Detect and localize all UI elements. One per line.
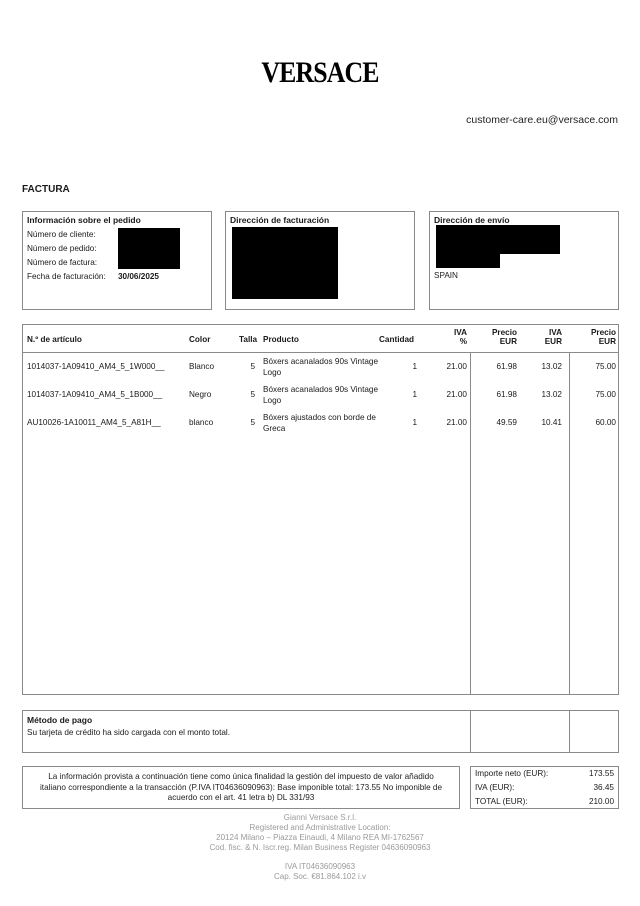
row-vat: 13.02 <box>541 390 562 399</box>
shipping-title: Dirección de envío <box>434 215 510 225</box>
net-amount-label: Importe neto (EUR): <box>475 769 549 778</box>
totals-box <box>470 766 619 809</box>
document-title: FACTURA <box>22 184 70 195</box>
order-info-title: Información sobre el pedido <box>27 215 141 225</box>
col-header-size: Talla <box>239 335 258 344</box>
row-vat: 10.41 <box>541 418 562 427</box>
redacted-billing-address <box>232 227 338 299</box>
order-info-box <box>22 211 212 310</box>
disclaimer-line1: La información provista a continuación tiene como única finalidad la gestión del impuesto de valor añadido <box>48 772 434 781</box>
vat-amount-label: IVA (EUR): <box>475 783 515 792</box>
row-vat-pct: 21.00 <box>446 362 467 371</box>
row-product-line2: Logo <box>263 368 282 377</box>
col-header-price-line2: EUR <box>499 337 517 346</box>
column-divider-1 <box>470 352 471 694</box>
row-total: 75.00 <box>595 390 616 399</box>
col-header-product: Producto <box>263 335 299 344</box>
footer-register: Cod. fisc. & N. Iscr.reg. Milan Business Register 04636090963 <box>209 843 431 852</box>
row-color: Blanco <box>189 362 215 371</box>
billing-title: Dirección de facturación <box>230 215 330 225</box>
footer-location-title: Registered and Administrative Location: <box>249 823 391 832</box>
disclaimer-line2: italiano correspondiente a la transacción (P.IVA IT04636090963): Base imponible total: 173.55 No imponible de <box>39 782 443 792</box>
redacted-shipping-address-1 <box>436 225 560 254</box>
row-product <box>263 356 389 378</box>
customer-number-label: Número de cliente: <box>27 230 96 239</box>
col-header-vat-line2: EUR <box>544 337 562 346</box>
row-product <box>263 412 389 434</box>
col-header-vat-pct <box>433 328 467 346</box>
row-article: AU10026-1A10011_AM4_5_A81H__ <box>27 418 161 427</box>
shipping-country: SPAIN <box>434 271 458 280</box>
row-vat: 13.02 <box>541 362 562 371</box>
payment-divider-2 <box>569 711 570 752</box>
row-product-line2: Logo <box>263 396 282 405</box>
row-product <box>263 384 389 406</box>
footer-vat-number: IVA IT04636090963 <box>284 862 356 871</box>
footer-company: Gianni Versace S.r.l. <box>283 813 357 822</box>
col-header-price-line1: Precio <box>491 328 517 337</box>
column-divider-2 <box>569 352 570 694</box>
contact-email[interactable]: customer-care.eu@versace.com <box>466 114 618 126</box>
row-qty: 1 <box>412 390 417 399</box>
row-article: 1014037-1A09410_AM4_5_1B000__ <box>27 390 163 399</box>
col-header-price <box>473 328 517 346</box>
col-header-vat-pct-line2: % <box>459 337 467 346</box>
payment-divider-1 <box>470 711 471 752</box>
row-size: 5 <box>250 362 255 371</box>
total-amount-label: TOTAL (EUR): <box>475 797 528 806</box>
col-header-color: Color <box>189 335 211 344</box>
row-price: 49.59 <box>496 418 517 427</box>
redacted-shipping-address-2 <box>436 252 500 268</box>
row-color: Negro <box>189 390 212 399</box>
row-vat-pct: 21.00 <box>446 390 467 399</box>
payment-method-box <box>22 710 619 753</box>
items-table <box>22 324 619 695</box>
col-header-vat-pct-line1: IVA <box>453 328 467 337</box>
payment-title: Método de pago <box>27 715 93 725</box>
vat-amount-value: 36.45 <box>593 783 614 792</box>
header-divider <box>23 352 618 353</box>
row-size: 5 <box>250 390 255 399</box>
brand-logo: VERSACE <box>261 56 379 89</box>
row-vat-pct: 21.00 <box>446 418 467 427</box>
row-price: 61.98 <box>496 362 517 371</box>
order-number-label: Número de pedido: <box>27 244 97 253</box>
row-total: 60.00 <box>595 418 616 427</box>
billing-address-box <box>225 211 415 310</box>
disclaimer-line3: acuerdo con el art. 41 letra b) DL 331/93 <box>167 793 315 802</box>
invoice-date-label: Fecha de facturación: <box>27 272 106 281</box>
vat-disclaimer-box <box>22 766 460 809</box>
row-qty: 1 <box>412 418 417 427</box>
row-product-line1: Bóxers acanalados 90s Vintage <box>263 357 379 366</box>
col-header-total-line2: EUR <box>598 337 616 346</box>
row-product-line2: Greca <box>263 424 286 433</box>
col-header-total <box>571 328 616 346</box>
shipping-address-box <box>429 211 619 310</box>
col-header-vat-line1: IVA <box>548 328 562 337</box>
col-header-qty: Cantidad <box>379 335 415 344</box>
row-product-line1: Bóxers acanalados 90s Vintage <box>263 385 379 394</box>
vat-disclaimer-text <box>23 772 459 804</box>
invoice-number-label: Número de factura: <box>27 258 98 267</box>
invoice-date-value: 30/06/2025 <box>118 272 159 281</box>
row-product-line1: Bóxers ajustados con borde de <box>263 413 376 422</box>
col-header-article: N.º de artículo <box>27 335 82 344</box>
row-article: 1014037-1A09410_AM4_5_1W000__ <box>27 362 165 371</box>
row-size: 5 <box>250 418 255 427</box>
row-color: blanco <box>189 418 214 427</box>
row-total: 75.00 <box>595 362 616 371</box>
footer-address: 20124 Milano – Piazza Einaudi, 4 Milano REA MI-1762567 <box>216 833 424 842</box>
col-header-vat <box>523 328 562 346</box>
row-qty: 1 <box>412 362 417 371</box>
redacted-numbers <box>118 228 180 269</box>
row-price: 61.98 <box>496 390 517 399</box>
payment-text: Su tarjeta de crédito ha sido cargada con el monto total. <box>27 728 230 737</box>
footer-capital: Cap. Soc. €81.864.102 i.v <box>273 872 367 881</box>
total-amount-value: 210.00 <box>588 797 614 806</box>
col-header-total-line1: Precio <box>590 328 616 337</box>
net-amount-value: 173.55 <box>588 769 614 778</box>
